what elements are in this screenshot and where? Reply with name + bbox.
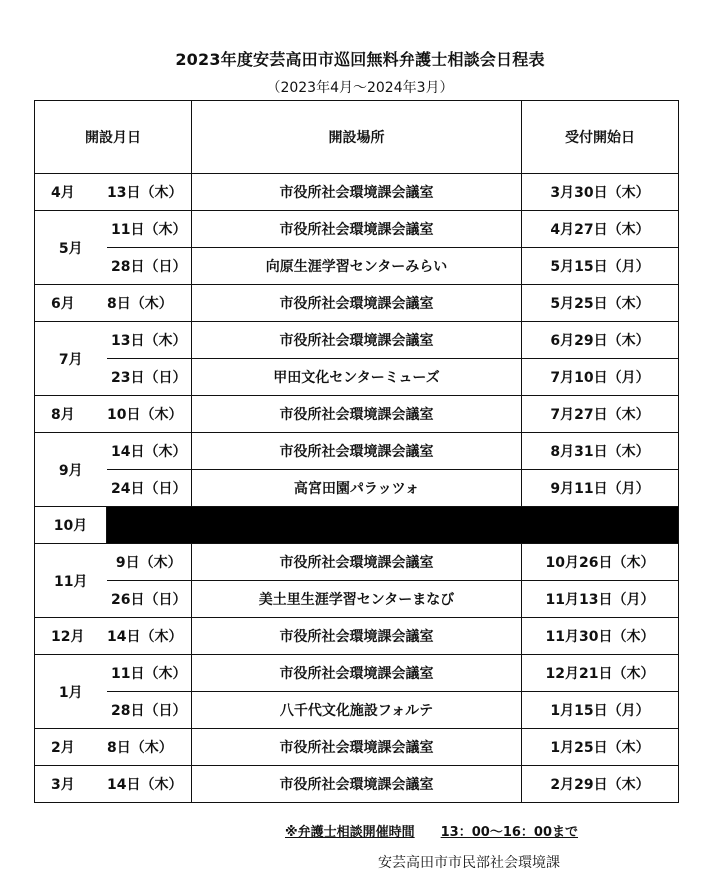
month-day-cell (35, 396, 192, 433)
day-cell: 26日（日） (107, 581, 192, 618)
day-cell: 13日（木） (107, 322, 192, 359)
start-date-cell: 2月29日（木） (522, 766, 679, 803)
venue-cell: 八千代文化施設フォルテ (192, 692, 522, 729)
month-day-cell (35, 618, 192, 655)
month-label: 6月 (51, 296, 75, 312)
month-label: 12月 (51, 629, 85, 645)
header-start: 受付開始日 (522, 101, 679, 174)
day-cell: 23日（日） (107, 359, 192, 396)
start-date-cell: 4月27日（木） (522, 211, 679, 248)
hours-note-time: 13：00～16：00まで (440, 825, 579, 840)
table-row (35, 322, 679, 359)
day-cell: 11日（木） (107, 655, 192, 692)
day-cell: 24日（日） (107, 470, 192, 507)
venue-cell: 市役所社会環境課会議室 (192, 618, 522, 655)
department-name: 安芸高田市市民部社会環境課 (378, 855, 560, 871)
start-date-cell: 7月27日（木） (522, 396, 679, 433)
table-row (35, 470, 679, 507)
month-cell: 7月 (35, 322, 107, 396)
day-label: 13日（木） (107, 185, 183, 201)
month-day-cell (35, 766, 192, 803)
month-cell: 9月 (35, 433, 107, 507)
month-label: 8月 (51, 407, 75, 423)
start-date-cell: 12月21日（木） (522, 655, 679, 692)
month-cell: 1月 (35, 655, 107, 729)
table-row (35, 655, 679, 692)
day-cell: 14日（木） (107, 433, 192, 470)
month-cell: 10月 (35, 507, 107, 544)
venue-cell: 高宮田園パラッツォ (192, 470, 522, 507)
day-cell: 9日（木） (107, 544, 192, 581)
table-row (35, 618, 679, 655)
venue-cell: 市役所社会環境課会議室 (192, 174, 522, 211)
start-date-cell: 1月25日（木） (522, 729, 679, 766)
day-label: 14日（木） (107, 777, 183, 793)
start-date-cell: 11月30日（木） (522, 618, 679, 655)
day-cell: 28日（日） (107, 692, 192, 729)
start-date-cell: 10月26日（木） (522, 544, 679, 581)
page-subtitle: （2023年4月～2024年3月） (266, 80, 454, 96)
month-label: 4月 (51, 185, 75, 201)
table-row (35, 359, 679, 396)
hours-note (285, 821, 578, 840)
day-label: 8日（木） (107, 296, 173, 312)
schedule-table (34, 100, 679, 803)
table-row (35, 248, 679, 285)
start-date-cell: 11月13日（月） (522, 581, 679, 618)
day-cell: 28日（日） (107, 248, 192, 285)
table-row (35, 211, 679, 248)
start-date-cell: 9月11日（月） (522, 470, 679, 507)
month-day-cell (35, 174, 192, 211)
month-cell: 5月 (35, 211, 107, 285)
table-row (35, 766, 679, 803)
table-row (35, 729, 679, 766)
no-session-bar (107, 507, 679, 544)
start-date-cell: 6月29日（木） (522, 322, 679, 359)
header-date: 開設月日 (35, 101, 192, 174)
table-row (35, 433, 679, 470)
venue-cell: 市役所社会環境課会議室 (192, 655, 522, 692)
venue-cell: 美土里生涯学習センターまなび (192, 581, 522, 618)
start-date-cell: 5月15日（月） (522, 248, 679, 285)
venue-cell: 向原生涯学習センターみらい (192, 248, 522, 285)
start-date-cell: 8月31日（木） (522, 433, 679, 470)
page-title: 2023年度安芸高田市巡回無料弁護士相談会日程表 (175, 50, 545, 69)
month-label: 3月 (51, 777, 75, 793)
start-date-cell: 1月15日（月） (522, 692, 679, 729)
table-row (35, 692, 679, 729)
month-cell: 11月 (35, 544, 107, 618)
month-label: 2月 (51, 740, 75, 756)
venue-cell: 市役所社会環境課会議室 (192, 322, 522, 359)
hours-note-label: ※弁護士相談開催時間 (285, 825, 415, 840)
day-label: 8日（木） (107, 740, 173, 756)
venue-cell: 市役所社会環境課会議室 (192, 396, 522, 433)
venue-cell: 市役所社会環境課会議室 (192, 211, 522, 248)
venue-cell: 市役所社会環境課会議室 (192, 433, 522, 470)
table-row (35, 285, 679, 322)
table-row (35, 544, 679, 581)
table-row (35, 174, 679, 211)
day-label: 10日（木） (107, 407, 183, 423)
table-header-row (35, 101, 679, 174)
venue-cell: 市役所社会環境課会議室 (192, 729, 522, 766)
day-cell: 11日（木） (107, 211, 192, 248)
venue-cell: 甲田文化センターミューズ (192, 359, 522, 396)
start-date-cell: 5月25日（木） (522, 285, 679, 322)
venue-cell: 市役所社会環境課会議室 (192, 544, 522, 581)
month-day-cell (35, 729, 192, 766)
start-date-cell: 3月30日（木） (522, 174, 679, 211)
month-day-cell (35, 285, 192, 322)
table-row (35, 507, 679, 544)
header-venue: 開設場所 (192, 101, 522, 174)
table-row (35, 581, 679, 618)
table-row (35, 396, 679, 433)
start-date-cell: 7月10日（月） (522, 359, 679, 396)
venue-cell: 市役所社会環境課会議室 (192, 766, 522, 803)
venue-cell: 市役所社会環境課会議室 (192, 285, 522, 322)
day-label: 14日（木） (107, 629, 183, 645)
